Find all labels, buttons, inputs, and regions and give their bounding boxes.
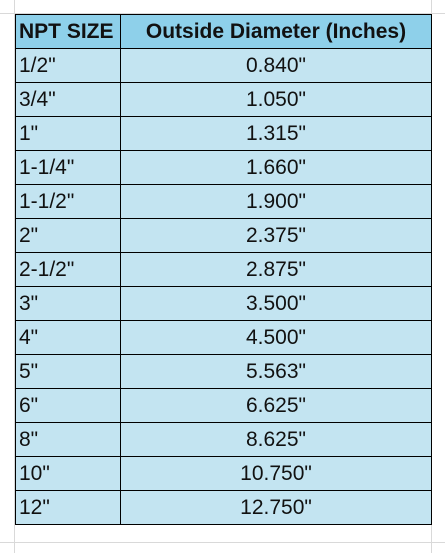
cell-outside-diameter[interactable]: 1.050"	[121, 83, 432, 117]
cell-outside-diameter[interactable]: 5.563"	[121, 355, 432, 389]
table-row	[16, 287, 432, 321]
table-header-row	[16, 15, 432, 49]
cell-npt-size[interactable]: 2"	[16, 219, 121, 253]
table-row	[16, 49, 432, 83]
table-row	[16, 83, 432, 117]
table-row	[16, 423, 432, 457]
npt-size-table	[15, 14, 432, 525]
cell-npt-size[interactable]: 1-1/4"	[16, 151, 121, 185]
table-row	[16, 355, 432, 389]
cell-npt-size[interactable]: 5"	[16, 355, 121, 389]
cell-npt-size[interactable]: 3"	[16, 287, 121, 321]
table-row	[16, 219, 432, 253]
cell-npt-size[interactable]: 8"	[16, 423, 121, 457]
cell-outside-diameter[interactable]: 1.900"	[121, 185, 432, 219]
cell-npt-size[interactable]: 12"	[16, 491, 121, 525]
cell-outside-diameter[interactable]: 12.750"	[121, 491, 432, 525]
cell-outside-diameter[interactable]: 1.660"	[121, 151, 432, 185]
table-body	[16, 49, 432, 525]
cell-outside-diameter[interactable]: 0.840"	[121, 49, 432, 83]
cell-npt-size[interactable]: 1-1/2"	[16, 185, 121, 219]
header-cell-outside-diameter[interactable]: Outside Diameter (Inches)	[121, 15, 432, 49]
cell-outside-diameter[interactable]: 1.315"	[121, 117, 432, 151]
table-row	[16, 253, 432, 287]
table-row	[16, 185, 432, 219]
table-row	[16, 117, 432, 151]
cell-npt-size[interactable]: 1/2"	[16, 49, 121, 83]
table-row	[16, 151, 432, 185]
gridline-horizontal	[0, 542, 445, 543]
cell-outside-diameter[interactable]: 2.875"	[121, 253, 432, 287]
cell-npt-size[interactable]: 1"	[16, 117, 121, 151]
cell-outside-diameter[interactable]: 10.750"	[121, 457, 432, 491]
cell-npt-size[interactable]: 3/4"	[16, 83, 121, 117]
table-row	[16, 321, 432, 355]
table-row	[16, 491, 432, 525]
cell-npt-size[interactable]: 6"	[16, 389, 121, 423]
cell-outside-diameter[interactable]: 3.500"	[121, 287, 432, 321]
header-cell-npt-size[interactable]: NPT SIZE	[16, 15, 121, 49]
cell-outside-diameter[interactable]: 2.375"	[121, 219, 432, 253]
table-row	[16, 389, 432, 423]
cell-outside-diameter[interactable]: 4.500"	[121, 321, 432, 355]
cell-outside-diameter[interactable]: 8.625"	[121, 423, 432, 457]
cell-npt-size[interactable]: 2-1/2"	[16, 253, 121, 287]
cell-outside-diameter[interactable]: 6.625"	[121, 389, 432, 423]
cell-npt-size[interactable]: 4"	[16, 321, 121, 355]
table-row	[16, 457, 432, 491]
cell-npt-size[interactable]: 10"	[16, 457, 121, 491]
